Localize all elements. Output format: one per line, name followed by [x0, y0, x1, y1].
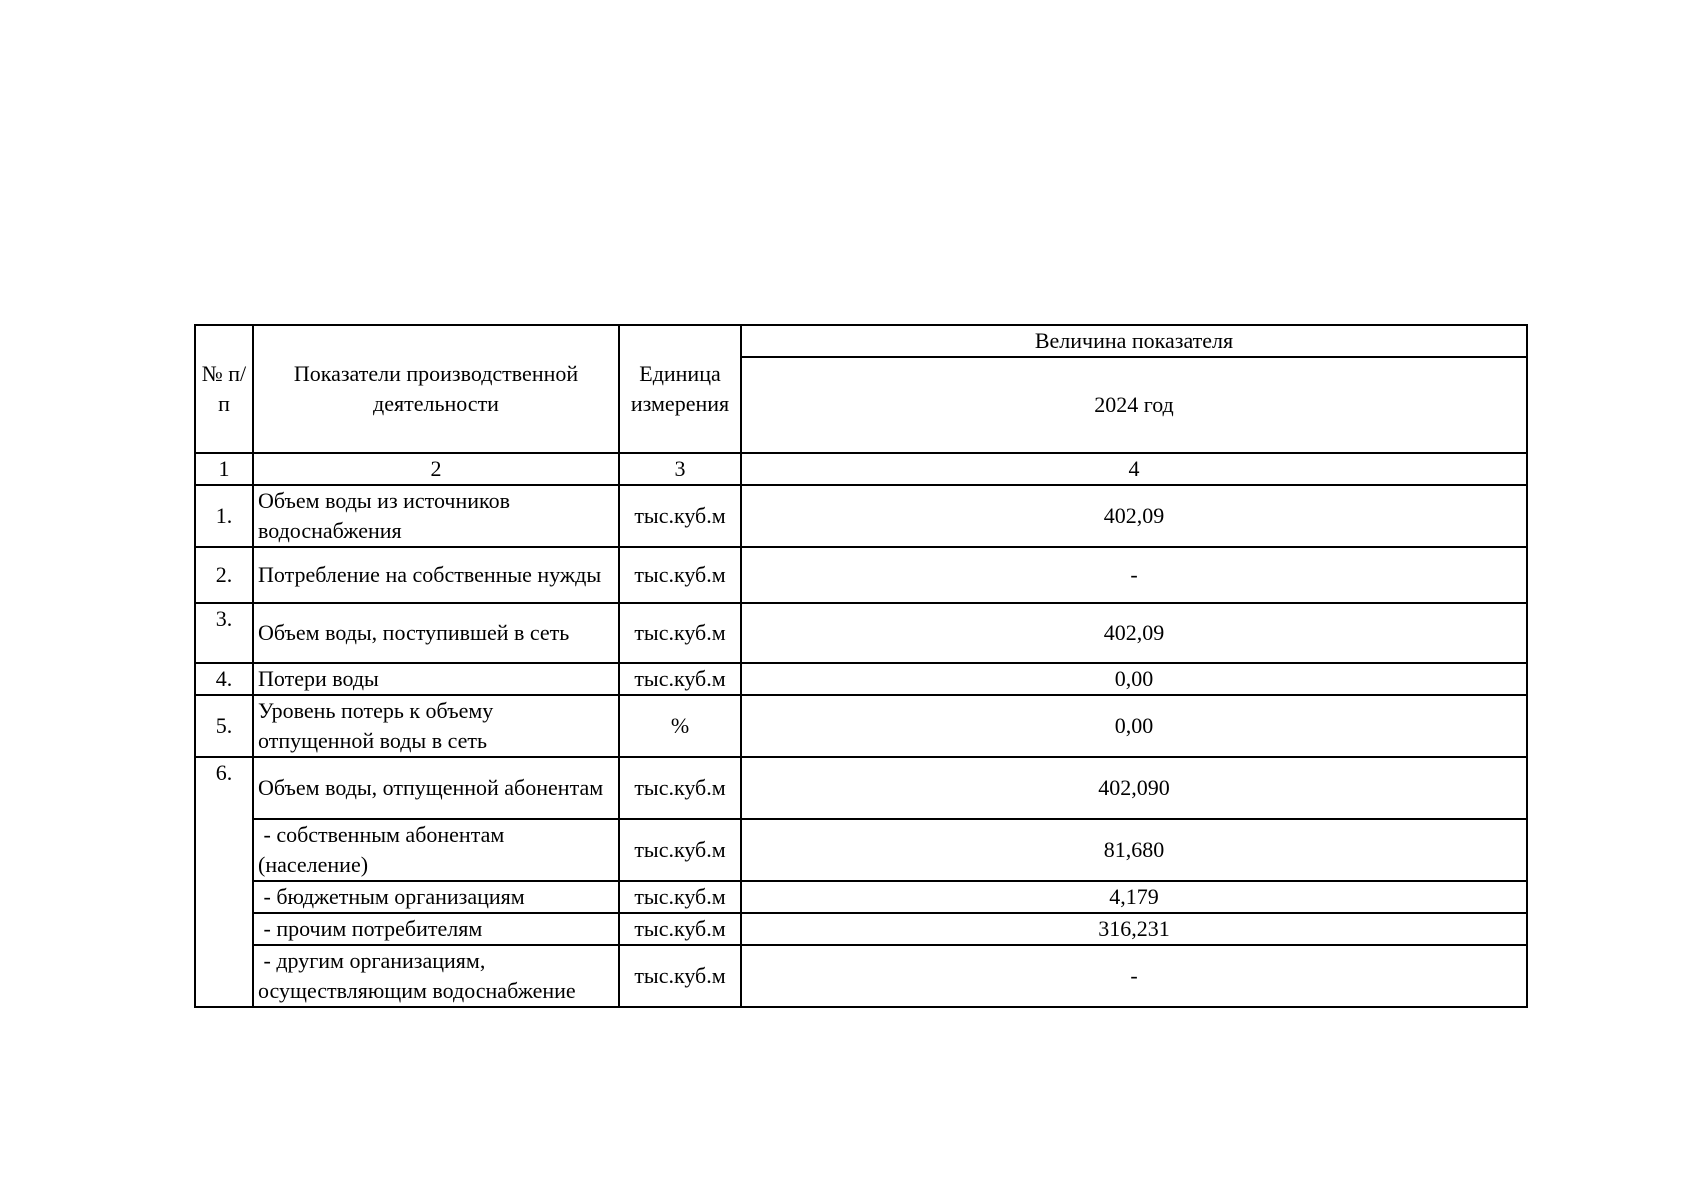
row-name: Объем воды, поступившей в сеть [253, 603, 619, 663]
table-row [195, 757, 1527, 819]
row-value: 402,09 [741, 603, 1527, 663]
header-value-group: Величина показателя [741, 325, 1527, 357]
row-unit: тыс.куб.м [619, 547, 741, 603]
row-name: Потери воды [253, 663, 619, 695]
table-row [195, 695, 1527, 757]
row-name: - бюджетным организациям [253, 881, 619, 913]
row-name: - собственным абонентам (население) [253, 819, 619, 881]
row-unit: тыс.куб.м [619, 881, 741, 913]
row-name: Объем воды, отпущенной абонентам [253, 757, 619, 819]
row-name: - другим организациям, осуществляющим водоснабжение [253, 945, 619, 1007]
row-num: 5. [195, 695, 253, 757]
column-number: 2 [253, 453, 619, 485]
row-unit: тыс.куб.м [619, 485, 741, 547]
row-value: 0,00 [741, 695, 1527, 757]
row-value: 316,231 [741, 913, 1527, 945]
row-num: 6. [195, 757, 253, 1007]
header-row [195, 325, 1527, 357]
row-value: 402,09 [741, 485, 1527, 547]
header-indicator: Показатели производственной деятельности [253, 325, 619, 453]
row-num: 2. [195, 547, 253, 603]
row-unit: тыс.куб.м [619, 603, 741, 663]
row-value: 0,00 [741, 663, 1527, 695]
table-row [195, 945, 1527, 1007]
column-number: 4 [741, 453, 1527, 485]
row-name: Уровень потерь к объему отпущенной воды в сеть [253, 695, 619, 757]
table-row [195, 819, 1527, 881]
table-row [195, 881, 1527, 913]
row-num: 3. [195, 603, 253, 663]
header-num: № п/п [195, 325, 253, 453]
row-value: - [741, 945, 1527, 1007]
table-row [195, 603, 1527, 663]
row-unit: тыс.куб.м [619, 945, 741, 1007]
row-value: 402,090 [741, 757, 1527, 819]
production-indicators-table [194, 324, 1528, 1008]
row-value: 81,680 [741, 819, 1527, 881]
row-num: 1. [195, 485, 253, 547]
row-name: Объем воды из источников водоснабжения [253, 485, 619, 547]
header-year: 2024 год [741, 357, 1527, 453]
row-value: - [741, 547, 1527, 603]
column-number-row [195, 453, 1527, 485]
table-row [195, 485, 1527, 547]
row-value: 4,179 [741, 881, 1527, 913]
table-row [195, 663, 1527, 695]
column-number: 1 [195, 453, 253, 485]
row-name: Потребление на собственные нужды [253, 547, 619, 603]
table-row [195, 913, 1527, 945]
row-unit: % [619, 695, 741, 757]
column-number: 3 [619, 453, 741, 485]
row-unit: тыс.куб.м [619, 663, 741, 695]
row-unit: тыс.куб.м [619, 757, 741, 819]
header-unit: Единица измерения [619, 325, 741, 453]
row-unit: тыс.куб.м [619, 819, 741, 881]
row-num: 4. [195, 663, 253, 695]
table-row [195, 547, 1527, 603]
row-name: - прочим потребителям [253, 913, 619, 945]
row-unit: тыс.куб.м [619, 913, 741, 945]
